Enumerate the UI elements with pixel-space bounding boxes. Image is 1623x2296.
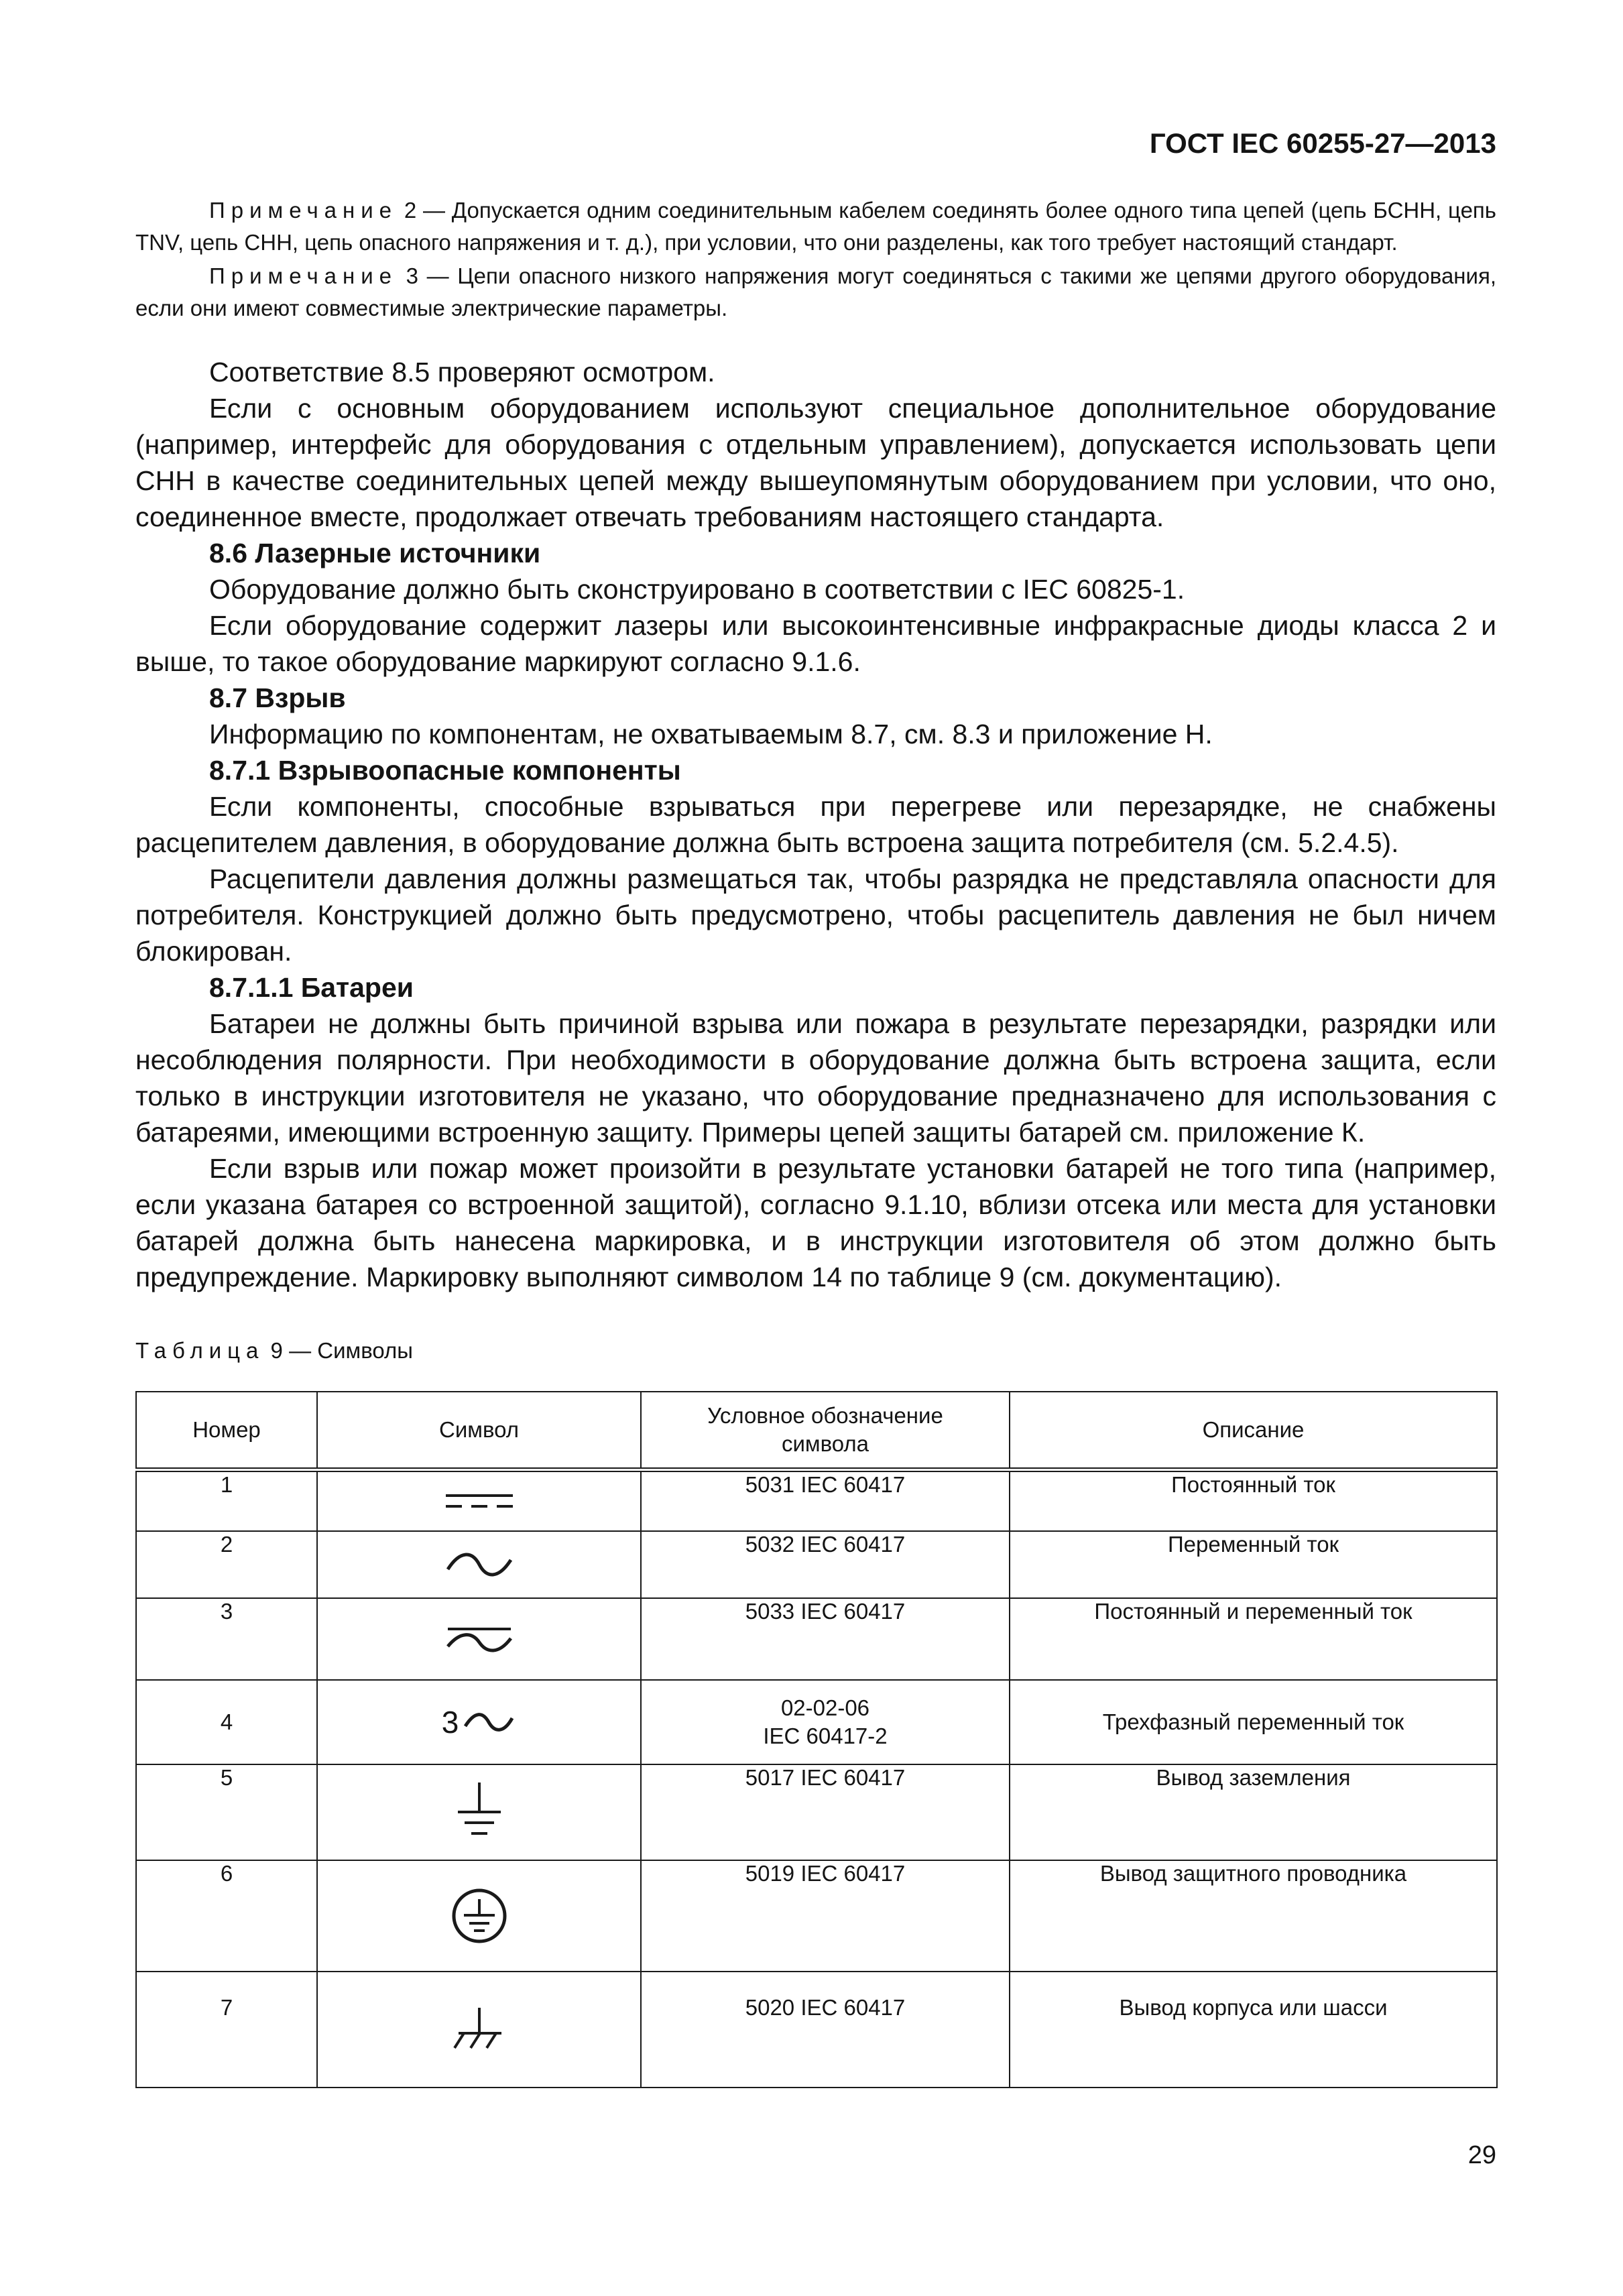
symbol-designation: 5017 IEC 60417: [641, 1764, 1010, 1860]
row-number: 2: [136, 1531, 317, 1598]
page-header-standard-id: ГОСТ IEC 60255-27—2013: [1149, 127, 1496, 159]
symbol-cell: [317, 1764, 641, 1860]
paragraph: Если взрыв или пожар может произойти в результате установки батарей не того типа (например, если указана батарея со встроенной защитой), согласно 9.1.10, вблизи отсека или места для установки батарей должна быть нанесена маркировка, и в инструкции изготовителя об этом должно быть предупреждение. Маркировку выполняют символом 14 по таблице 9 (см. документацию).: [135, 1153, 1496, 1292]
ac-symbol-icon: [442, 1549, 516, 1580]
main-paragraphs: [135, 354, 1496, 1295]
section-heading-8-7-1: 8.7.1 Взрывоопасные компоненты: [209, 755, 681, 786]
symbol-cell: [317, 1598, 641, 1680]
paragraph: Соответствие 8.5 проверяют осмотром.: [209, 357, 715, 387]
row-number: 5: [136, 1764, 317, 1860]
three-phase-label: 3: [441, 1704, 459, 1740]
row-number: 6: [136, 1860, 317, 1972]
row-number: 1: [136, 1470, 317, 1531]
section-heading-8-6: 8.6 Лазерные источники: [209, 538, 541, 568]
table-row: [136, 1764, 1497, 1860]
symbol-designation: 5032 IEC 60417: [641, 1531, 1010, 1598]
symbol-description: Вывод корпуса или шасси: [1010, 1972, 1497, 2088]
designation-line-2: IEC 60417-2: [763, 1723, 888, 1748]
note-3: [135, 260, 1496, 324]
table-caption: [135, 1338, 413, 1364]
column-header-number: Номер: [136, 1392, 317, 1470]
note-2-lead: Примечание: [209, 198, 398, 223]
symbols-table: [135, 1391, 1498, 2088]
three-phase-symbol-icon: [461, 1709, 516, 1736]
ac-dc-symbol-icon: [442, 1622, 516, 1656]
symbol-cell: [317, 1972, 641, 2088]
paragraph: Если с основным оборудованием используют специальное дополнительное оборудование (например, интерфейс для оборудования с отдельным управлением), допускается использовать цепи СНН в качестве соединительных цепей между вышеупомянутым оборудованием при условии, что оно, соединенное вместе, продолжает отвечать требованиям настоящего стандарта.: [135, 393, 1496, 532]
table-row: [136, 1860, 1497, 1972]
column-header-description: Описание: [1010, 1392, 1497, 1470]
earth-ground-icon: [453, 1780, 506, 1844]
row-number: 7: [136, 1972, 317, 2088]
note-3-text: 3 — Цепи опасного низкого напряжения могут соединяться с такими же цепями другого оборудования, если они имеют совместимые электрические параметры.: [135, 263, 1496, 320]
symbol-cell: [317, 1470, 641, 1531]
document-body: [135, 194, 1496, 1295]
table-row: [136, 1972, 1497, 2088]
column-header-symbol: Символ: [317, 1392, 641, 1470]
symbol-designation: 5019 IEC 60417: [641, 1860, 1010, 1972]
chassis-ground-icon: [449, 2002, 509, 2056]
row-number: 4: [136, 1680, 317, 1764]
table-header-row: [136, 1392, 1497, 1470]
symbol-description: Трехфазный переменный ток: [1010, 1680, 1497, 1764]
section-heading-8-7-1-1: 8.7.1.1 Батареи: [209, 972, 414, 1003]
symbol-designation: [641, 1680, 1010, 1764]
symbol-description: Постоянный и переменный ток: [1010, 1598, 1497, 1680]
symbol-cell: [317, 1531, 641, 1598]
symbol-designation: 5033 IEC 60417: [641, 1598, 1010, 1680]
symbol-description: Постоянный ток: [1010, 1470, 1497, 1531]
section-heading-8-7: 8.7 Взрыв: [209, 682, 346, 713]
paragraph: Информацию по компонентам, не охватываемым 8.7, см. 8.3 и приложение Н.: [209, 719, 1213, 749]
note-3-lead: Примечание: [209, 263, 398, 288]
table-row: [136, 1598, 1497, 1680]
table-caption-lead: Таблица: [135, 1338, 265, 1363]
column-header-designation: Условное обозначение символа: [641, 1392, 1010, 1470]
symbol-designation: 5031 IEC 60417: [641, 1470, 1010, 1531]
symbol-designation: 5020 IEC 60417: [641, 1972, 1010, 2088]
paragraph: Если оборудование содержит лазеры или высокоинтенсивные инфракрасные диоды класса 2 и выше, то такое оборудование маркируют согласно 9.1.6.: [135, 610, 1496, 677]
table-row: [136, 1470, 1497, 1531]
protective-earth-icon: [449, 1886, 509, 1946]
dc-symbol-icon: [439, 1488, 520, 1514]
page-number: 29: [1467, 2141, 1496, 2169]
designation-line-1: 02-02-06: [780, 1695, 870, 1720]
table-row: [136, 1531, 1497, 1598]
table-caption-text: 9 — Символы: [264, 1338, 413, 1363]
symbol-description: Вывод заземления: [1010, 1764, 1497, 1860]
symbol-description: Переменный ток: [1010, 1531, 1497, 1598]
paragraph: Если компоненты, способные взрываться при перегреве или перезарядке, не снабжены расцепителем давления, в оборудование должна быть встроена защита потребителя (см. 5.2.4.5).: [135, 791, 1496, 858]
row-number: 3: [136, 1598, 317, 1680]
symbol-cell: [317, 1680, 641, 1764]
symbol-cell: [317, 1860, 641, 1972]
note-2: [135, 194, 1496, 259]
paragraph: Расцепители давления должны размещаться так, чтобы разрядка не представляла опасности для потребителя. Конструкцией должно быть предусмотрено, чтобы расцепитель давления не был ничем блокирован.: [135, 863, 1496, 967]
table-row: [136, 1680, 1497, 1764]
paragraph: Оборудование должно быть сконструировано в соответствии с IEC 60825-1.: [209, 574, 1185, 605]
symbol-description: Вывод защитного проводника: [1010, 1860, 1497, 1972]
note-2-text: 2 — Допускается одним соединительным кабелем соединять более одного типа цепей (цепь БСНН, цепь TNV, цепь СНН, цепь опасного напряжения и т. д.), при условии, что они разделены, как того требует настоящий стандарт.: [135, 198, 1496, 255]
paragraph: Батареи не должны быть причиной взрыва или пожара в результате перезарядки, разрядки или несоблюдения полярности. При необходимости в оборудование должна быть встроена защита, если только в инструкции изготовителя не указано, что оборудование предназначено для использования с батареями, имеющими встроенную защиту. Примеры цепей защиты батарей см. приложение К.: [135, 1008, 1496, 1148]
